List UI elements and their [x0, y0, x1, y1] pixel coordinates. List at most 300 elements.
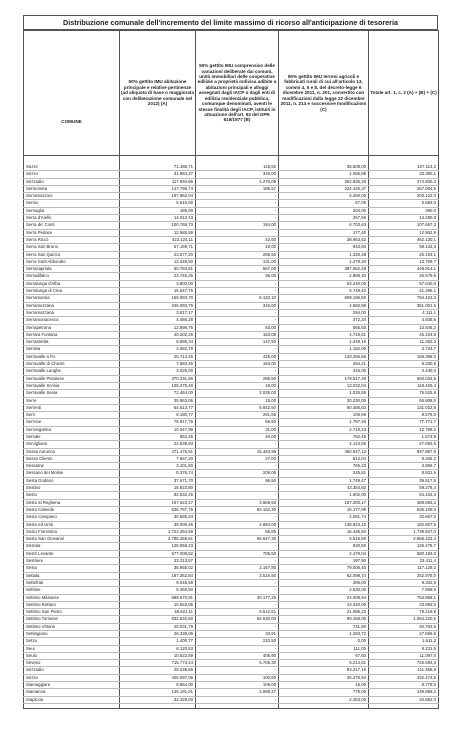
cell-c: 26.276,84: [279, 674, 369, 681]
cell-c: 67,05: [279, 200, 369, 207]
cell-a: 147.796,74: [120, 185, 196, 192]
cell-comune: Sestri Levante: [24, 550, 120, 557]
cell-comune: Sezzadio: [24, 178, 120, 185]
table-row: [24, 477, 439, 484]
table-row: [24, 185, 439, 192]
cell-total: 13.545,2: [369, 324, 439, 331]
table-row: [24, 382, 439, 389]
table-row: [24, 652, 439, 659]
cell-c: 920,50: [279, 543, 369, 550]
table-row: [24, 331, 439, 338]
cell-total: 12.798,2: [369, 426, 439, 433]
cell-comune: Serrenti: [24, 404, 120, 411]
table-row: [24, 288, 439, 295]
cell-c: 387.562,29: [279, 266, 369, 273]
cell-comune: Serra d'Aiello: [24, 215, 120, 222]
cell-c: 6.703,63: [279, 222, 369, 229]
cell-c: 1.293,72: [279, 631, 369, 638]
cell-b: 209,06: [196, 470, 279, 477]
cell-comune: Serra Riccò: [24, 236, 120, 243]
cell-a: 406.097,06: [120, 674, 196, 681]
cell-total: 1.739.847,0: [369, 528, 439, 535]
cell-c: 15,00: [279, 682, 369, 689]
cell-total: 20.763,6: [369, 623, 439, 630]
cell-b: -: [196, 280, 279, 287]
cell-a: 715.773,24: [120, 660, 196, 667]
table-bottom-border: [24, 703, 439, 708]
table-row: [24, 689, 439, 696]
cell-c: 35.508,00: [279, 164, 369, 171]
cell-a: 57.169,71: [120, 244, 196, 251]
cell-b: -: [196, 229, 279, 236]
cell-c: 138.923,13: [279, 521, 369, 528]
cell-total: 33.390,1: [369, 171, 439, 178]
cell-comune: Serravalle Sesia: [24, 390, 120, 397]
cell-c: 1.279,20: [279, 258, 369, 265]
cell-total: 59.278,4: [369, 485, 439, 492]
cell-c: 245,81: [279, 470, 369, 477]
table-row: [24, 667, 439, 674]
cell-total: 107.667,3: [369, 222, 439, 229]
cell-c: 16.177,99: [279, 506, 369, 513]
table-row: [24, 470, 439, 477]
cell-total: 8.206,2: [369, 455, 439, 462]
cell-comune: Serravalle di Chienti: [24, 361, 120, 368]
cell-comune: Settimo San Pietro: [24, 609, 120, 616]
table-row: [24, 178, 439, 185]
table-row: [24, 448, 439, 455]
cell-total: 351.001,6: [369, 302, 439, 309]
cell-b: 147,50: [196, 339, 279, 346]
cell-c: 179.517,49: [279, 375, 369, 382]
cell-total: 1.084.220,6: [369, 616, 439, 623]
table-row: [24, 207, 439, 214]
cell-a: 117.694,86: [120, 178, 196, 185]
cell-c: 494,21: [279, 361, 369, 368]
cell-comune: Sessano del Molise: [24, 470, 120, 477]
spacer-cell: [120, 156, 196, 165]
cell-total: 65.808,0: [369, 397, 439, 404]
table-row: [24, 302, 439, 309]
cell-c: 294,00: [279, 309, 369, 316]
cell-total: 84.434,4: [369, 492, 439, 499]
cell-total: 432.474,5: [369, 674, 439, 681]
cell-total: 8.579,0: [369, 412, 439, 419]
cell-a: 8.376,74: [120, 470, 196, 477]
cell-c: 43.354,60: [279, 485, 369, 492]
cell-a: 577.008,52: [120, 550, 196, 557]
cell-c: 187.300,17: [279, 499, 369, 506]
cell-total: 8.831,6: [369, 470, 439, 477]
cell-total: 3.440,0: [369, 368, 439, 375]
cell-total: 21.296,1: [369, 288, 439, 295]
cell-c: 943,60: [279, 244, 369, 251]
table-row: [24, 390, 439, 397]
cell-a: 4.466,28: [120, 317, 196, 324]
cell-b: 96,50: [196, 477, 279, 484]
cell-b: 62.530,00: [196, 616, 279, 623]
table-row: [24, 623, 439, 630]
cell-c: 79.006,40: [279, 565, 369, 572]
cell-b: 4.884,00: [196, 521, 279, 528]
cell-a: 8.120,53: [120, 645, 196, 652]
cell-c: 612,04: [279, 455, 369, 462]
cell-b: 285,50: [196, 375, 279, 382]
cell-total: 117.129,2: [369, 565, 439, 572]
table-row: [24, 601, 439, 608]
cell-a: 2.785.259,61: [120, 536, 196, 543]
cell-b: 109,00: [196, 682, 279, 689]
cell-c: 286,00: [279, 579, 369, 586]
cell-comune: Serravalle Scrivia: [24, 382, 120, 389]
table-row: [24, 485, 439, 492]
cell-total: 32.667,0: [369, 514, 439, 521]
cell-a: 471.476,51: [120, 448, 196, 455]
cell-c: 1.330,48: [279, 251, 369, 258]
cell-comune: Siapiccia: [24, 696, 120, 703]
cell-comune: Serra Pedace: [24, 229, 120, 236]
cell-comune: Serra Sant'Abbondio: [24, 258, 120, 265]
cell-c: 415,00: [279, 368, 369, 375]
cell-b: 31,00: [196, 426, 279, 433]
cell-b: -: [196, 514, 279, 521]
table-row: [24, 492, 439, 499]
cell-b: 705,50: [196, 550, 279, 557]
cell-b: -: [196, 193, 279, 200]
cell-b: 406,90: [196, 652, 279, 659]
spacer-cell: [24, 156, 120, 165]
cell-c: 5.516,50: [279, 536, 369, 543]
cell-a: 35.563,06: [120, 397, 196, 404]
cell-b: -: [196, 579, 279, 586]
table-row: [24, 324, 439, 331]
cell-a: 3.025,00: [120, 368, 196, 375]
table-row: [24, 645, 439, 652]
table-row: [24, 295, 439, 302]
table-row: [24, 594, 439, 601]
cell-a: 30.585,34: [120, 514, 196, 521]
table-row: [24, 251, 439, 258]
cell-comune: Settefrati: [24, 579, 120, 586]
cell-b: 27,00: [196, 455, 279, 462]
cell-a: 23.745,25: [120, 273, 196, 280]
cell-total: 34.582,0: [369, 696, 439, 703]
cell-total: 78.218,9: [369, 609, 439, 616]
cell-total: 267.004,5: [369, 185, 439, 192]
cell-a: 28.239,66: [120, 667, 196, 674]
cell-total: 3.866,7: [369, 463, 439, 470]
cell-b: 40.177,25: [196, 594, 279, 601]
cell-total: 8.231,5: [369, 645, 439, 652]
cell-a: 48.621,11: [120, 609, 196, 616]
table-row: [24, 193, 439, 200]
cell-c: 2.479,04: [279, 550, 369, 557]
table-row: [24, 558, 439, 565]
cell-comune: Settimo Milanese: [24, 594, 120, 601]
cell-a: 5.616,00: [120, 200, 196, 207]
cell-c: 775,00: [279, 689, 369, 696]
cell-b: 15,00: [196, 397, 279, 404]
cell-a: 64.613,77: [120, 404, 196, 411]
cell-b: -: [196, 200, 279, 207]
cell-c: 372,34: [279, 317, 369, 324]
cell-total: 159.396,0: [369, 353, 439, 360]
cell-comune: Sessa Aurunca: [24, 448, 120, 455]
cell-comune: Serrara Fontana: [24, 331, 120, 338]
cell-comune: Seulo: [24, 652, 120, 659]
cell-a: 1.400,77: [120, 638, 196, 645]
cell-comune: Sesto al Reghena: [24, 499, 120, 506]
cell-c: 2.898,40: [279, 273, 369, 280]
cell-comune: Sestu: [24, 565, 120, 572]
cell-b: 291,65: [196, 412, 279, 419]
cell-total: 580.193,0: [369, 550, 439, 557]
cell-comune: Serradifalco: [24, 273, 120, 280]
table-row: [24, 682, 439, 689]
cell-a: 526.767,75: [120, 506, 196, 513]
cell-a: 1.723.354,59: [120, 528, 196, 535]
cell-a: 32.329,00: [120, 696, 196, 703]
cell-a: 3.800,00: [120, 280, 196, 287]
table-row: [24, 258, 439, 265]
column-header-b: 50% gettito IMU comprensivo delle variazioni deliberate dai comuni, unità immobiliari delle cooperative edilizie a proprietà indivisa adibite a abitazioni principali e alloggi assegnati dagli IACP o dagli enti di edilizia residenziale pubblica, comunque denominati, aventi le stesse finalità degli IACP, istituiti in attuazione dell'art. 93 del DPR 616/1977 (B): [196, 31, 279, 156]
cell-a: 40.202,25: [120, 331, 196, 338]
table-title: Distribuzione comunale dell'incremento del limite massimo di ricorso all'anticipazione di tesoreria: [23, 15, 438, 30]
cell-total: 8.330,6: [369, 361, 439, 368]
table-row: [24, 309, 439, 316]
cell-a: 31.984,27: [120, 171, 196, 178]
header-spacer-row: [24, 156, 439, 165]
cell-a: 14.012,43: [120, 215, 196, 222]
column-header-c: 50% gettito IMU terreni agricoli e fabbricati rurali di cui all'articolo 13, commi 4, 5 e 8, del decreto-legge 6 dicembre 2011, n. 201, convertito con modificazioni dalla legge 22 dicembre 2011, n. 214 e successive modificazioni (C): [279, 31, 369, 156]
cell-total: 75.525,5: [369, 390, 439, 397]
cell-a: 35.955,02: [120, 565, 196, 572]
cell-c: 1.749,47: [279, 477, 369, 484]
cell-total: 107.114,2: [369, 164, 439, 171]
cell-b: -: [196, 558, 279, 565]
cell-comune: Serrapetrona: [24, 324, 120, 331]
cell-b: 19,00: [196, 244, 279, 251]
cell-comune: Settala: [24, 572, 120, 579]
cell-c: 38.963,52: [279, 236, 369, 243]
cell-comune: Sesto ed Uniti: [24, 521, 120, 528]
cell-b: 285,50: [196, 251, 279, 258]
cell-a: 932.532,60: [120, 616, 196, 623]
cell-a: 72.464,00: [120, 390, 196, 397]
cell-total: 131.022,8: [369, 404, 439, 411]
cell-comune: Serralunga di Crea: [24, 288, 120, 295]
table-row: [24, 273, 439, 280]
cell-c: 267,65: [279, 215, 369, 222]
cell-c: 106,59: [279, 412, 369, 419]
cell-total: 12.862,9: [369, 229, 439, 236]
cell-comune: Serra de' Conti: [24, 222, 120, 229]
cell-c: 460.947,13: [279, 448, 369, 455]
cell-comune: Serravalle Pistoiese: [24, 375, 120, 382]
cell-comune: Sezze: [24, 674, 120, 681]
cell-total: 25.193,1: [369, 251, 439, 258]
cell-b: 100,60: [196, 674, 279, 681]
cell-comune: Settime: [24, 587, 120, 594]
cell-c: 2.081,74: [279, 514, 369, 521]
cell-c: 352.835,25: [279, 178, 369, 185]
cell-a: 146.191,01: [120, 689, 196, 696]
cell-c: 609.196,50: [279, 295, 369, 302]
cell-b: -: [196, 207, 279, 214]
cell-c: 0,00: [279, 638, 369, 645]
cell-comune: Siamanna: [24, 689, 120, 696]
cell-total: 390,0: [369, 207, 439, 214]
cell-a: 12.349,50: [120, 258, 196, 265]
cell-total: 3.734,7: [369, 346, 439, 353]
cell-a: 370.231,56: [120, 375, 196, 382]
cell-total: 550.034,5: [369, 375, 439, 382]
cell-comune: Serra San Quirico: [24, 251, 120, 258]
cell-b: 183,08: [196, 331, 279, 338]
cell-comune: Settimo Torinese: [24, 616, 120, 623]
cell-b: 153,00: [196, 361, 279, 368]
cell-b: 5.922,50: [196, 404, 279, 411]
cell-a: 423.124,11: [120, 236, 196, 243]
cell-c: 1.249,16: [279, 339, 369, 346]
table-row: [24, 375, 439, 382]
cell-c: 782,45: [279, 433, 369, 440]
cell-c: 1.152,00: [279, 346, 369, 353]
cell-comune: Serramanna: [24, 295, 120, 302]
table-row: [24, 229, 439, 236]
cell-total: 8.778,0: [369, 682, 439, 689]
cell-comune: Serrastretta: [24, 339, 120, 346]
cell-b: 2.035,00: [196, 390, 279, 397]
cell-comune: Sesto: [24, 492, 120, 499]
cell-b: 2.167,80: [196, 565, 279, 572]
cell-b: -: [196, 485, 279, 492]
cell-comune: Serracapriola: [24, 266, 120, 273]
cell-comune: Serre: [24, 397, 120, 404]
cell-total: 203.122,0: [369, 193, 439, 200]
spacer-cell: [369, 156, 439, 165]
cell-total: 5.683,0: [369, 200, 439, 207]
cell-a: 187.362,84: [120, 572, 196, 579]
table-row: [24, 222, 439, 229]
cell-a: 9.885,34: [120, 339, 196, 346]
table-row: [24, 455, 439, 462]
table-row: [24, 463, 439, 470]
table-row: [24, 368, 439, 375]
cell-c: 13.032,04: [279, 382, 369, 389]
cell-b: 2.889,27: [196, 689, 279, 696]
cell-total: 448.914,1: [369, 266, 439, 273]
cell-a: 71.488,71: [120, 164, 196, 171]
cell-c: 5.748,42: [279, 288, 369, 295]
cell-a: 12.896,75: [120, 324, 196, 331]
cell-a: 23.577,20: [120, 251, 196, 258]
cell-c: 21.085,22: [279, 609, 369, 616]
cell-a: 169.093,70: [120, 295, 196, 302]
cell-a: 105.375,40: [120, 382, 196, 389]
table-row: [24, 339, 439, 346]
cell-total: 23.993,0: [369, 601, 439, 608]
cell-total: 126.478,7: [369, 543, 439, 550]
cell-comune: Sermoneta: [24, 185, 120, 192]
cell-comune: Serri: [24, 412, 120, 419]
cell-b: -: [196, 463, 279, 470]
table-row: [24, 200, 439, 207]
cell-a: 25.714,45: [120, 353, 196, 360]
cell-comune: Serravalle Langhe: [24, 368, 120, 375]
cell-a: 23.213,57: [120, 558, 196, 565]
table-row: [24, 506, 439, 513]
cell-total: 474.800,2: [369, 178, 439, 185]
cell-c: 204,00: [279, 207, 369, 214]
cell-b: 55,85: [196, 528, 279, 535]
cell-total: 26.679,6: [369, 273, 439, 280]
table-row: [24, 419, 439, 426]
cell-total: 118.425,4: [369, 382, 439, 389]
table-row: [24, 609, 439, 616]
cell-a: 689.670,91: [120, 594, 196, 601]
cell-total: 9.332,5: [369, 579, 439, 586]
cell-c: 67,50: [279, 652, 369, 659]
table-row: [24, 660, 439, 667]
cell-total: 11.097,0: [369, 652, 439, 659]
cell-total: 45.104,8: [369, 331, 439, 338]
cell-b: 8.512,61: [196, 609, 279, 616]
table-row: [24, 164, 439, 171]
cell-b: 36,00: [196, 273, 279, 280]
cell-total: 11.282,0: [369, 339, 439, 346]
cell-a: 15.547,75: [120, 288, 196, 295]
cell-b: 3.669,93: [196, 499, 279, 506]
cell-b: 92.162,30: [196, 506, 279, 513]
cell-comune: Serramezzana: [24, 302, 120, 309]
cell-total: 182.807,5: [369, 521, 439, 528]
table-row: [24, 317, 439, 324]
cell-b: -: [196, 543, 279, 550]
cell-total: 753.858,1: [369, 594, 439, 601]
cell-b: -: [196, 587, 279, 594]
table-row: [24, 499, 439, 506]
cell-total: 77.771,7: [369, 419, 439, 426]
cell-b: 15.463,96: [196, 448, 279, 455]
cell-comune: Sestola: [24, 543, 120, 550]
cell-b: 40,00: [196, 433, 279, 440]
table-row: [24, 433, 439, 440]
cell-total: 1.611,2: [369, 638, 439, 645]
cell-c: 2.719,23: [279, 426, 369, 433]
table-row: [24, 244, 439, 251]
cell-b: 42,50: [196, 236, 279, 243]
cell-comune: Serra San Bruno: [24, 244, 120, 251]
cell-c: 1.026,55: [279, 390, 369, 397]
cell-c: 1.902,00: [279, 492, 369, 499]
cell-total: 57.040,0: [369, 280, 439, 287]
cell-b: 210,50: [196, 638, 279, 645]
table-row: [24, 171, 439, 178]
cell-b: -: [196, 623, 279, 630]
cell-c: 30.230,00: [279, 397, 369, 404]
table-body: [24, 164, 439, 703]
cell-comune: Sestriere: [24, 558, 120, 565]
table-row: [24, 536, 439, 543]
cell-comune: Serramazzana: [24, 309, 120, 316]
cell-comune: Serravalle a Po: [24, 353, 120, 360]
table-row: [24, 696, 439, 703]
cell-b: 185,57: [196, 185, 279, 192]
cell-c: 89.158,00: [279, 616, 369, 623]
cell-c: 24.009,94: [279, 594, 369, 601]
cell-b: 194,00: [196, 222, 279, 229]
